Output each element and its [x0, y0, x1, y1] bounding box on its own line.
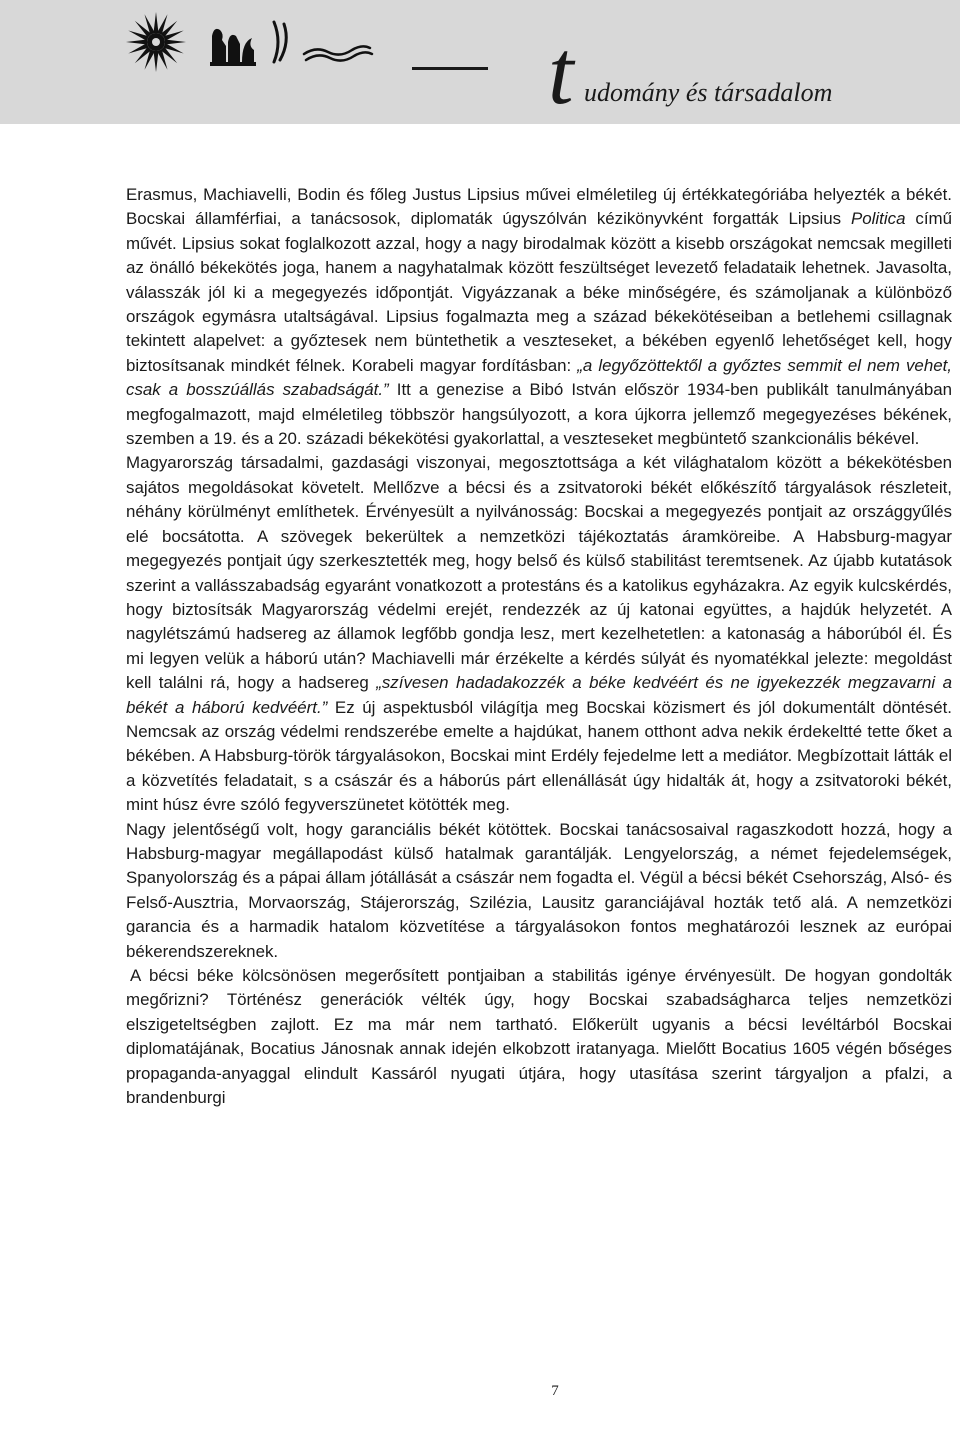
sunburst-icon [126, 12, 186, 72]
paragraph [126, 451, 952, 817]
paragraph-text: Ez új aspektusból világítja meg Bocskai közismert és jól dokumentált döntését. Nemcsak az ország védelmi rendszerébe emelte a hajdúkat, hanem otthont adva nekik érdekeltté tette őket a békében. A Habsburg-török tárgyalásokon, Bocskai mint Erdély fejedelme lett a mediátor. Megbízottait látták el a közvetítés feladatait, s a császár és a háborús párt ellenállását úgy hidalták át, hogy a zsitvatoroki békét, mint húsz évre szóló fegyverszünetet kötötték meg. [126, 697, 952, 815]
paragraph-text: Magyarország társadalmi, gazdasági viszonyai, megosztottsága a két világhatalom között a békekötésben sajátos megoldásokat követelt. Mellőzve a bécsi és a zsitvatoroki békét előkészítő tárgyalások részleteit, néhány körülményt említhetek. Érvényesült a nyilvánosság: Bocskai a megegyezés pontjait az országgyűlés elé bocsátotta. A szövegek bekerültek a nemzetközi tájékoztatás áramköreibe. A Habsburg-magyar megegyezés pontjait úgy szerkesztették meg, hogy belső és külső stabilitást teremtsenek. Az újabb kutatások szerint a vallásszabadság egyaránt vonatkozott a protestáns és a katolikus egyházakra. Az egyik kulcskérdés, hogy biztosítsák Magyarország védelmi erejét, rendezzék az új katonai együttes, a hajdúk helyzetét. A nagylétszámú hadsereg az államok legfőbb gondja lesz, mert kezelhetetlen: a katonaság a háborúból él. És mi legyen velük a háború után? Machiavelli már érzékelte a kérdés súlyát és nyomatékkal jelezte: megoldást kell találni rá, hogy a hadsereg [126, 453, 952, 693]
section-title: udomány és társadalom [584, 78, 833, 107]
italic-quote: „szívesen hadadakozzék a béke kedvéért és ne igyekezzék megzavarni a békét a háború kedvéért.” [126, 673, 953, 717]
paragraph [126, 818, 952, 964]
header-band [0, 0, 960, 124]
article-body [126, 183, 952, 1110]
paragraph-text: című művét. Lipsius sokat foglalkozott azzal, hogy a nagy birodalmak között a kisebb országokat nemcsak megilleti az önálló békekötés joga, hanem a nagyhatalmak között feszültséget levezető feladataik lehetnek. Javasolta, válasszák jól ki a megegyezés időpontját. Vigyázzanak a béke minőségére, és számoljanak a különböző országok egymásra utaltságával. Lipsius fogalmazta meg a század békekötéseiban a betlehemi csillagnak tekintett alapelvet: a győztesek nem büntethetik a veszteseket, a békében egyenlő lehetőséget kell, hogy biztosítsanak mindkét félnek. Korabeli magyar fordításban: [126, 209, 953, 375]
page-number: 7 [551, 1383, 559, 1399]
paragraph-text: Nagy jelentőségű volt, hogy garanciális békét kötöttek. Bocskai tanácsosaival ragaszkodott hozzá, hogy a Habsburg-magyar megállapodást külső hatalmak garantálják. Lengyelország, a német fejedelemségek, Spanyolország és a pápai állam jótállását a császár nem fogadta el. Végül a bécsi békét Csehország, Alsó- és Felső-Ausztria, Morvaország, Stájerország, Szilézia, Lausitz garanciájával hozták tető alá. A nemzetközi garancia és a harmadik hatalom közvetítése a tárgyalásokon fontos meghatározói lesznek az európai békerendszereknek. [126, 819, 952, 961]
paragraph-text: Itt a genezise a Bibó István először 1934-ben publikált tanulmányában megfogalmazott, majd elméletileg többször hangsúlyozott, a kora újkorra jellemző megegyezéses békének, szemben a 19. és a 20. századi békekötési gyakorlattal, a veszteseket megbüntető szankcionális békével. [126, 380, 952, 449]
italic-quote: „a legyőzöttektől a győztes semmit el nem vehet, csak a bosszúállás szabadságát.” [126, 355, 952, 400]
header-rule [412, 67, 488, 70]
paragraph-text: Erasmus, Machiavelli, Bodin és főleg Justus Lipsius művei elméletileg új értékkategóriába helyezték a békét. Bocskai államférfiai, a tanácsosok, diplomaták úgyszólván kézikönyvként forgatták Lipsius [126, 185, 952, 229]
quill-icon [274, 22, 286, 62]
waves-icon [304, 46, 372, 60]
section-title-initial: t [548, 21, 574, 123]
italic-quote: Politica [851, 209, 906, 229]
figures-icon [210, 29, 256, 66]
paragraph [126, 964, 952, 1110]
paragraph-text: A bécsi béke kölcsönösen megerősített pontjaiban a stabilitás igénye érvényesült. De hogyan gondolták megőrizni? Történész generációk vélték úgy, hogy Bocskai szabadságharca teljes nemzetközi elszigeteltségben zajlott. Ez ma már nem tartható. Előkerült ugyanis a bécsi levéltárból Bocskai diplomatájának, Bocatius Jánosnak annak idején elkobzott iratanyaga. Mielőtt Bocatius 1605 végén bőséges propaganda-anyaggal elindult Kassáról nyugati útjára, hogy utasítása szerint tárgyaljon a pfalzi, a brandenburgi [126, 966, 952, 1108]
paragraph [126, 183, 952, 451]
ornament-logo [124, 12, 374, 72]
